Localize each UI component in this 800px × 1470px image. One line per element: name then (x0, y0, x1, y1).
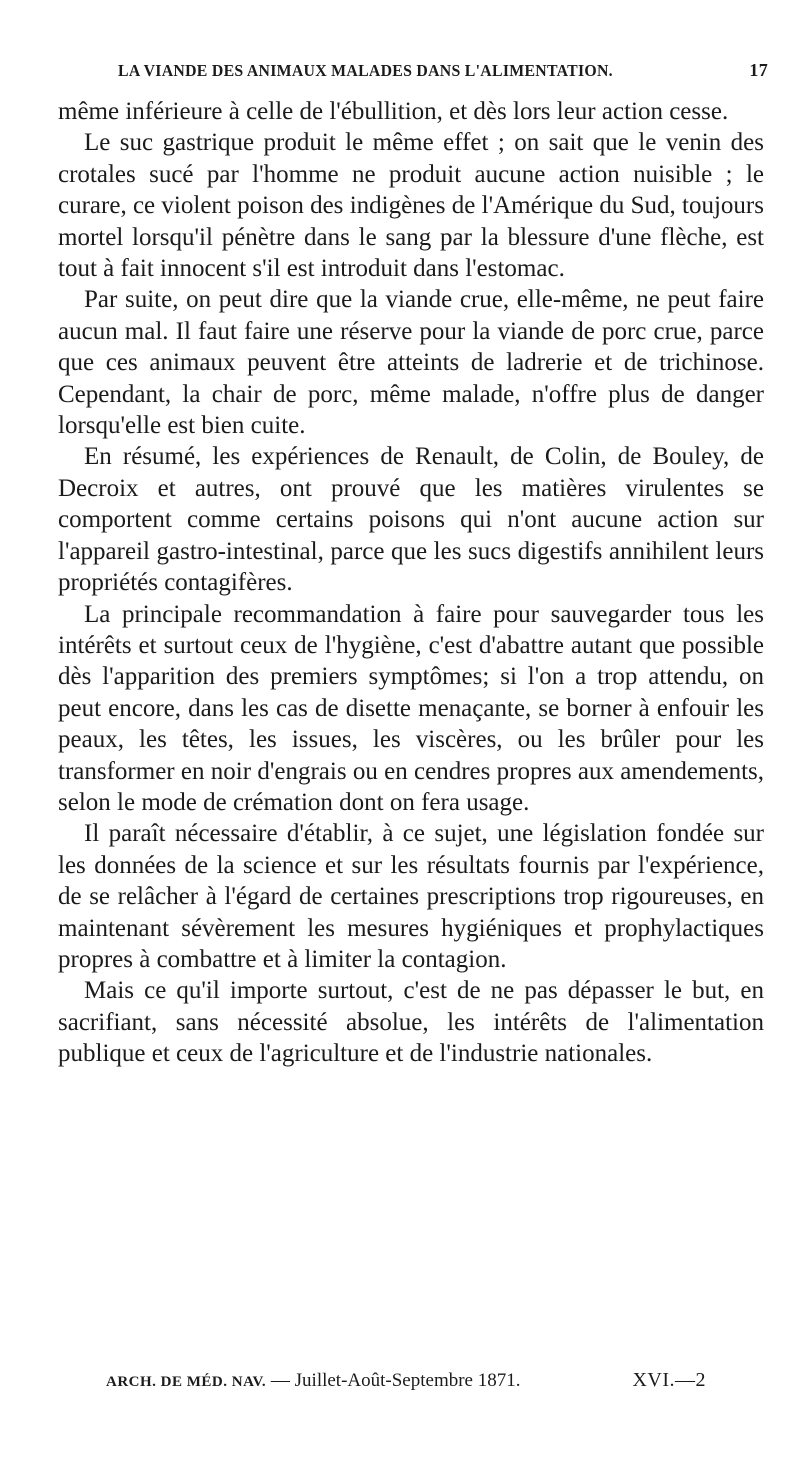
paragraph-recommendation: La principale recommandation à faire pour sauvegarder tous les intérêts et surtout ceux de l'hygiène, c'est d'abattre autant que possible dès l'apparition des premiers symptômes; si l'on a trop attendu, on peut encore, dans les cas de disette menaçante, se borner à enfouir les peaux, les têtes, les issues, les viscères, ou les brûler pour les transformer en noir d'engrais ou en cendres propres aux amendements, selon le mode de crémation dont on fera usage. (58, 600, 764, 816)
paragraph-continuation: même inférieure à celle de l'ébullition, et dès lors leur action cesse. (58, 98, 729, 125)
running-head (118, 60, 768, 81)
page-number: 17 (749, 60, 768, 80)
issue-date: — Juillet-Août-Septembre 1871. (270, 1370, 521, 1391)
journal-abbreviation: ARCH. DE MÉD. NAV. (106, 1374, 267, 1390)
paragraph-conclusion: Mais ce qu'il importe surtout, c'est de ne pas dépasser le but, en sacrifiant, sans nécessité absolue, les intérêts de l'alimentation publique et ceux de l'agriculture et de l'industrie nationales. (58, 977, 764, 1068)
footer-source (106, 1370, 521, 1392)
paragraph-legislation: Il paraît nécessaire d'établir, à ce sujet, une législation fondée sur les données de la science et sur les résultats fournis par l'expérience, de se relâcher à l'égard de certaines prescriptions trop rigoureuses, en maintenant sévèrement les mesures hygiéniques et prophylactiques propres à combattre et à limiter la contagion. (58, 820, 764, 973)
signature-mark: XVI.—2 (632, 1369, 706, 1391)
running-title: LA VIANDE DES ANIMAUX MALADES DANS L'ALIMENTATION. (118, 61, 613, 80)
body-text (58, 96, 764, 1070)
paragraph-gastric-juice: Le suc gastrique produit le même effet ; on sait que le venin des crotales sucé par l'homme ne produit aucune action nuisible ; le curare, ce violent poison des indigènes de l'Amérique du Sud, toujours mortel lorsqu'il pénètre dans le sang par la blessure d'une flèche, est tout à fait innocent s'il est introduit dans l'estomac. (58, 129, 764, 283)
paragraph-summary: En résumé, les expériences de Renault, de Colin, de Bouley, de Decroix et autres, ont prouvé que les matières virulentes se comportent comme certains poisons qui n'ont aucune action sur l'appareil gastro-intestinal, parce que les sucs digestifs annihilent leurs propriétés contagifères. (58, 443, 764, 597)
paragraph-raw-meat: Par suite, on peut dire que la viande crue, elle-même, ne peut faire aucun mal. Il faut faire une réserve pour la viande de porc crue, parce que ces animaux peuvent être atteints de ladrerie et de trichinose. Cependant, la chair de porc, même malade, n'offre plus de danger lorsqu'elle est bien cuite. (58, 286, 764, 440)
page-footer (106, 1369, 706, 1392)
